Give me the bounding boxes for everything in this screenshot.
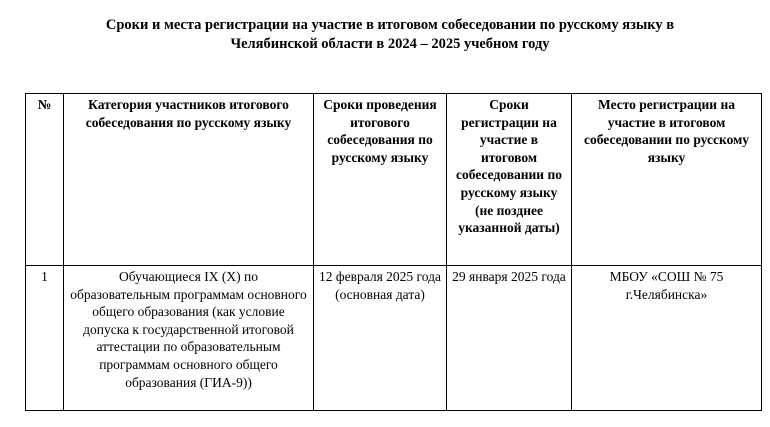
cell-number: 1 (26, 266, 64, 411)
header-exam-dates: Сроки проведения итогового собеседования по русскому языку (314, 94, 447, 266)
cell-registration-deadline: 29 января 2025 года (447, 266, 572, 411)
header-registration-place: Место регистрации на участие в итоговом собеседовании по русскому языку (572, 94, 762, 266)
cell-registration-place: МБОУ «СОШ № 75 г.Челябинска» (572, 266, 762, 411)
title-line-2: Челябинской области в 2024 – 2025 учебном году (230, 36, 550, 52)
table-header-row (26, 94, 762, 266)
cell-exam-date: 12 февраля 2025 года (основная дата) (314, 266, 447, 411)
table-row (26, 266, 762, 411)
header-category: Категория участников итогового собеседования по русскому языку (64, 94, 314, 266)
title-line-1: Сроки и места регистрации на участие в итоговом собеседовании по русскому языку в (105, 17, 675, 33)
header-registration-deadline: Сроки регистрации на участие в итоговом собеседовании по русскому языку (не позднее указанной даты) (447, 94, 572, 266)
document-title (40, 16, 740, 54)
header-number: № (26, 94, 64, 266)
registration-table (25, 93, 762, 411)
cell-category: Обучающиеся IX (X) по образовательным программам основного общего образования (как условие допуска к государственной итоговой аттестации по образовательным программам основного общего образования (ГИА-9)) (64, 266, 314, 411)
